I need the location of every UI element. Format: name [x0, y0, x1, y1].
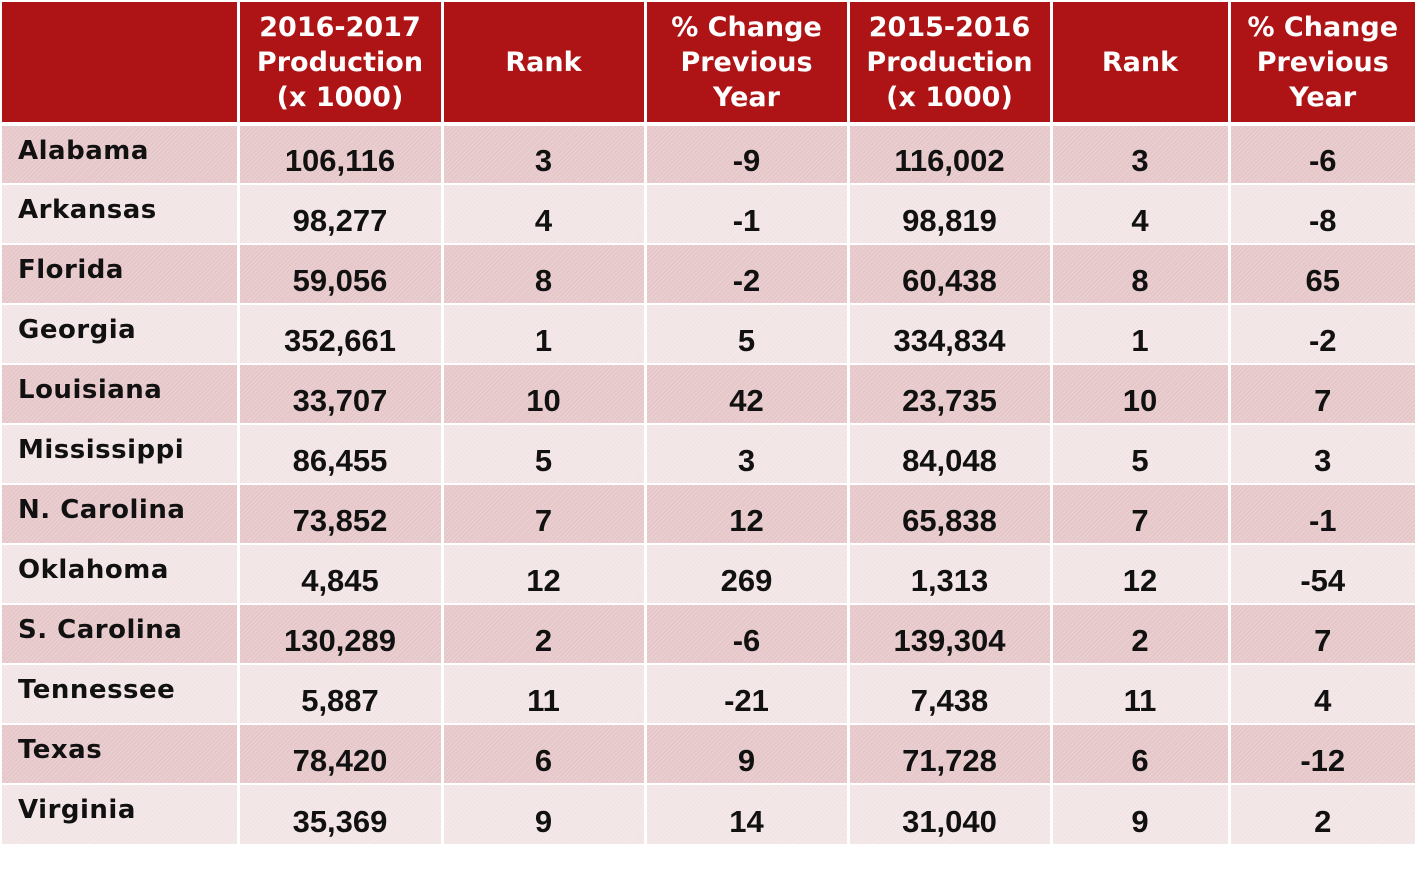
production-2015-2016-cell: 1,313 [848, 544, 1051, 604]
state-cell: Oklahoma [2, 544, 238, 604]
rank-2015-2016-cell: 10 [1051, 364, 1229, 424]
header-rank-2015-2016 [1051, 2, 1229, 124]
rank-2016-2017-cell: 10 [442, 364, 645, 424]
pct-change-2016-2017-cell: 42 [645, 364, 848, 424]
production-2016-2017-cell: 33,707 [238, 364, 442, 424]
production-2015-2016-cell: 116,002 [848, 124, 1051, 184]
pct-change-2015-2016-cell: -1 [1229, 484, 1415, 544]
production-2015-2016-cell: 71,728 [848, 724, 1051, 784]
state-cell: Alabama [2, 124, 238, 184]
production-2016-2017-cell: 4,845 [238, 544, 442, 604]
rank-2015-2016-cell: 7 [1051, 484, 1229, 544]
table-row [2, 124, 1415, 184]
header-row [2, 2, 1415, 124]
pct-change-2015-2016-cell: -2 [1229, 304, 1415, 364]
rank-2016-2017-cell: 7 [442, 484, 645, 544]
rank-2015-2016-cell: 4 [1051, 184, 1229, 244]
rank-2016-2017-cell: 6 [442, 724, 645, 784]
table-row [2, 184, 1415, 244]
rank-2015-2016-cell: 11 [1051, 664, 1229, 724]
pct-change-2015-2016-cell: 2 [1229, 784, 1415, 844]
table-body [2, 124, 1415, 844]
production-2015-2016-cell: 84,048 [848, 424, 1051, 484]
state-cell: Tennessee [2, 664, 238, 724]
pct-change-2016-2017-cell: -1 [645, 184, 848, 244]
rank-2015-2016-cell: 2 [1051, 604, 1229, 664]
table-header [2, 2, 1415, 124]
production-2016-2017-cell: 130,289 [238, 604, 442, 664]
pct-change-2016-2017-cell: -2 [645, 244, 848, 304]
production-2015-2016-cell: 139,304 [848, 604, 1051, 664]
rank-2015-2016-cell: 6 [1051, 724, 1229, 784]
header-line: % Change [1247, 11, 1399, 43]
rank-2015-2016-cell: 3 [1051, 124, 1229, 184]
header-line: (x 1000) [886, 81, 1013, 113]
rank-2015-2016-cell: 5 [1051, 424, 1229, 484]
production-2016-2017-cell: 106,116 [238, 124, 442, 184]
production-2015-2016-cell: 65,838 [848, 484, 1051, 544]
header-line: Production [866, 46, 1033, 78]
production-2016-2017-cell: 86,455 [238, 424, 442, 484]
state-cell: Mississippi [2, 424, 238, 484]
pct-change-2015-2016-cell: -8 [1229, 184, 1415, 244]
production-2016-2017-cell: 352,661 [238, 304, 442, 364]
header-line: % Change [671, 11, 822, 43]
state-cell: Georgia [2, 304, 238, 364]
rank-2016-2017-cell: 9 [442, 784, 645, 844]
production-2016-2017-cell: 73,852 [238, 484, 442, 544]
header-line: 2016-2017 [259, 11, 421, 43]
production-2016-2017-cell: 98,277 [238, 184, 442, 244]
table-row [2, 724, 1415, 784]
header-pct-change-2016-2017 [645, 2, 848, 124]
production-2015-2016-cell: 31,040 [848, 784, 1051, 844]
production-2015-2016-cell: 60,438 [848, 244, 1051, 304]
production-2016-2017-cell: 35,369 [238, 784, 442, 844]
production-2015-2016-cell: 98,819 [848, 184, 1051, 244]
pct-change-2016-2017-cell: -9 [645, 124, 848, 184]
rank-2016-2017-cell: 8 [442, 244, 645, 304]
pct-change-2015-2016-cell: -6 [1229, 124, 1415, 184]
rank-2016-2017-cell: 3 [442, 124, 645, 184]
header-line: Previous [680, 46, 813, 78]
header-production-2015-2016 [848, 2, 1051, 124]
header-state [2, 2, 238, 124]
pct-change-2015-2016-cell: 65 [1229, 244, 1415, 304]
production-2015-2016-cell: 334,834 [848, 304, 1051, 364]
state-cell: Texas [2, 724, 238, 784]
table-row [2, 784, 1415, 844]
table-row [2, 304, 1415, 364]
header-line: 2015-2016 [868, 11, 1031, 43]
state-cell: Virginia [2, 784, 238, 844]
production-2016-2017-cell: 5,887 [238, 664, 442, 724]
pct-change-2015-2016-cell: -12 [1229, 724, 1415, 784]
production-2016-2017-cell: 78,420 [238, 724, 442, 784]
rank-2016-2017-cell: 4 [442, 184, 645, 244]
rank-2015-2016-cell: 8 [1051, 244, 1229, 304]
rank-2016-2017-cell: 5 [442, 424, 645, 484]
pct-change-2016-2017-cell: 14 [645, 784, 848, 844]
pct-change-2015-2016-cell: -54 [1229, 544, 1415, 604]
table-row [2, 604, 1415, 664]
state-cell: N. Carolina [2, 484, 238, 544]
state-cell: Florida [2, 244, 238, 304]
header-line: Year [1289, 81, 1357, 113]
rank-2015-2016-cell: 9 [1051, 784, 1229, 844]
table-row [2, 424, 1415, 484]
production-2015-2016-cell: 7,438 [848, 664, 1051, 724]
rank-2015-2016-cell: 12 [1051, 544, 1229, 604]
production-2016-2017-cell: 59,056 [238, 244, 442, 304]
header-rank-2016-2017 [442, 2, 645, 124]
pct-change-2015-2016-cell: 4 [1229, 664, 1415, 724]
pct-change-2016-2017-cell: 9 [645, 724, 848, 784]
pct-change-2016-2017-cell: -21 [645, 664, 848, 724]
header-line: Rank [1101, 46, 1179, 78]
production-2015-2016-cell: 23,735 [848, 364, 1051, 424]
header-line: (x 1000) [276, 81, 404, 113]
table-row [2, 484, 1415, 544]
header-line: Rank [505, 46, 582, 78]
header-pct-change-2015-2016 [1229, 2, 1415, 124]
header-line: Previous [1256, 46, 1389, 78]
rank-2015-2016-cell: 1 [1051, 304, 1229, 364]
header-line: Production [256, 46, 424, 78]
rank-2016-2017-cell: 12 [442, 544, 645, 604]
pct-change-2016-2017-cell: 269 [645, 544, 848, 604]
header-production-2016-2017 [238, 2, 442, 124]
table-row [2, 664, 1415, 724]
rank-2016-2017-cell: 2 [442, 604, 645, 664]
pct-change-2016-2017-cell: 3 [645, 424, 848, 484]
pct-change-2015-2016-cell: 7 [1229, 604, 1415, 664]
state-cell: Louisiana [2, 364, 238, 424]
table-row [2, 364, 1415, 424]
state-cell: Arkansas [2, 184, 238, 244]
header-line: Year [713, 81, 780, 113]
rank-2016-2017-cell: 11 [442, 664, 645, 724]
table-row [2, 244, 1415, 304]
pct-change-2016-2017-cell: 12 [645, 484, 848, 544]
pct-change-2015-2016-cell: 7 [1229, 364, 1415, 424]
pct-change-2016-2017-cell: -6 [645, 604, 848, 664]
pct-change-2016-2017-cell: 5 [645, 304, 848, 364]
table-row [2, 544, 1415, 604]
rank-2016-2017-cell: 1 [442, 304, 645, 364]
pct-change-2015-2016-cell: 3 [1229, 424, 1415, 484]
state-cell: S. Carolina [2, 604, 238, 664]
production-table [2, 2, 1415, 844]
